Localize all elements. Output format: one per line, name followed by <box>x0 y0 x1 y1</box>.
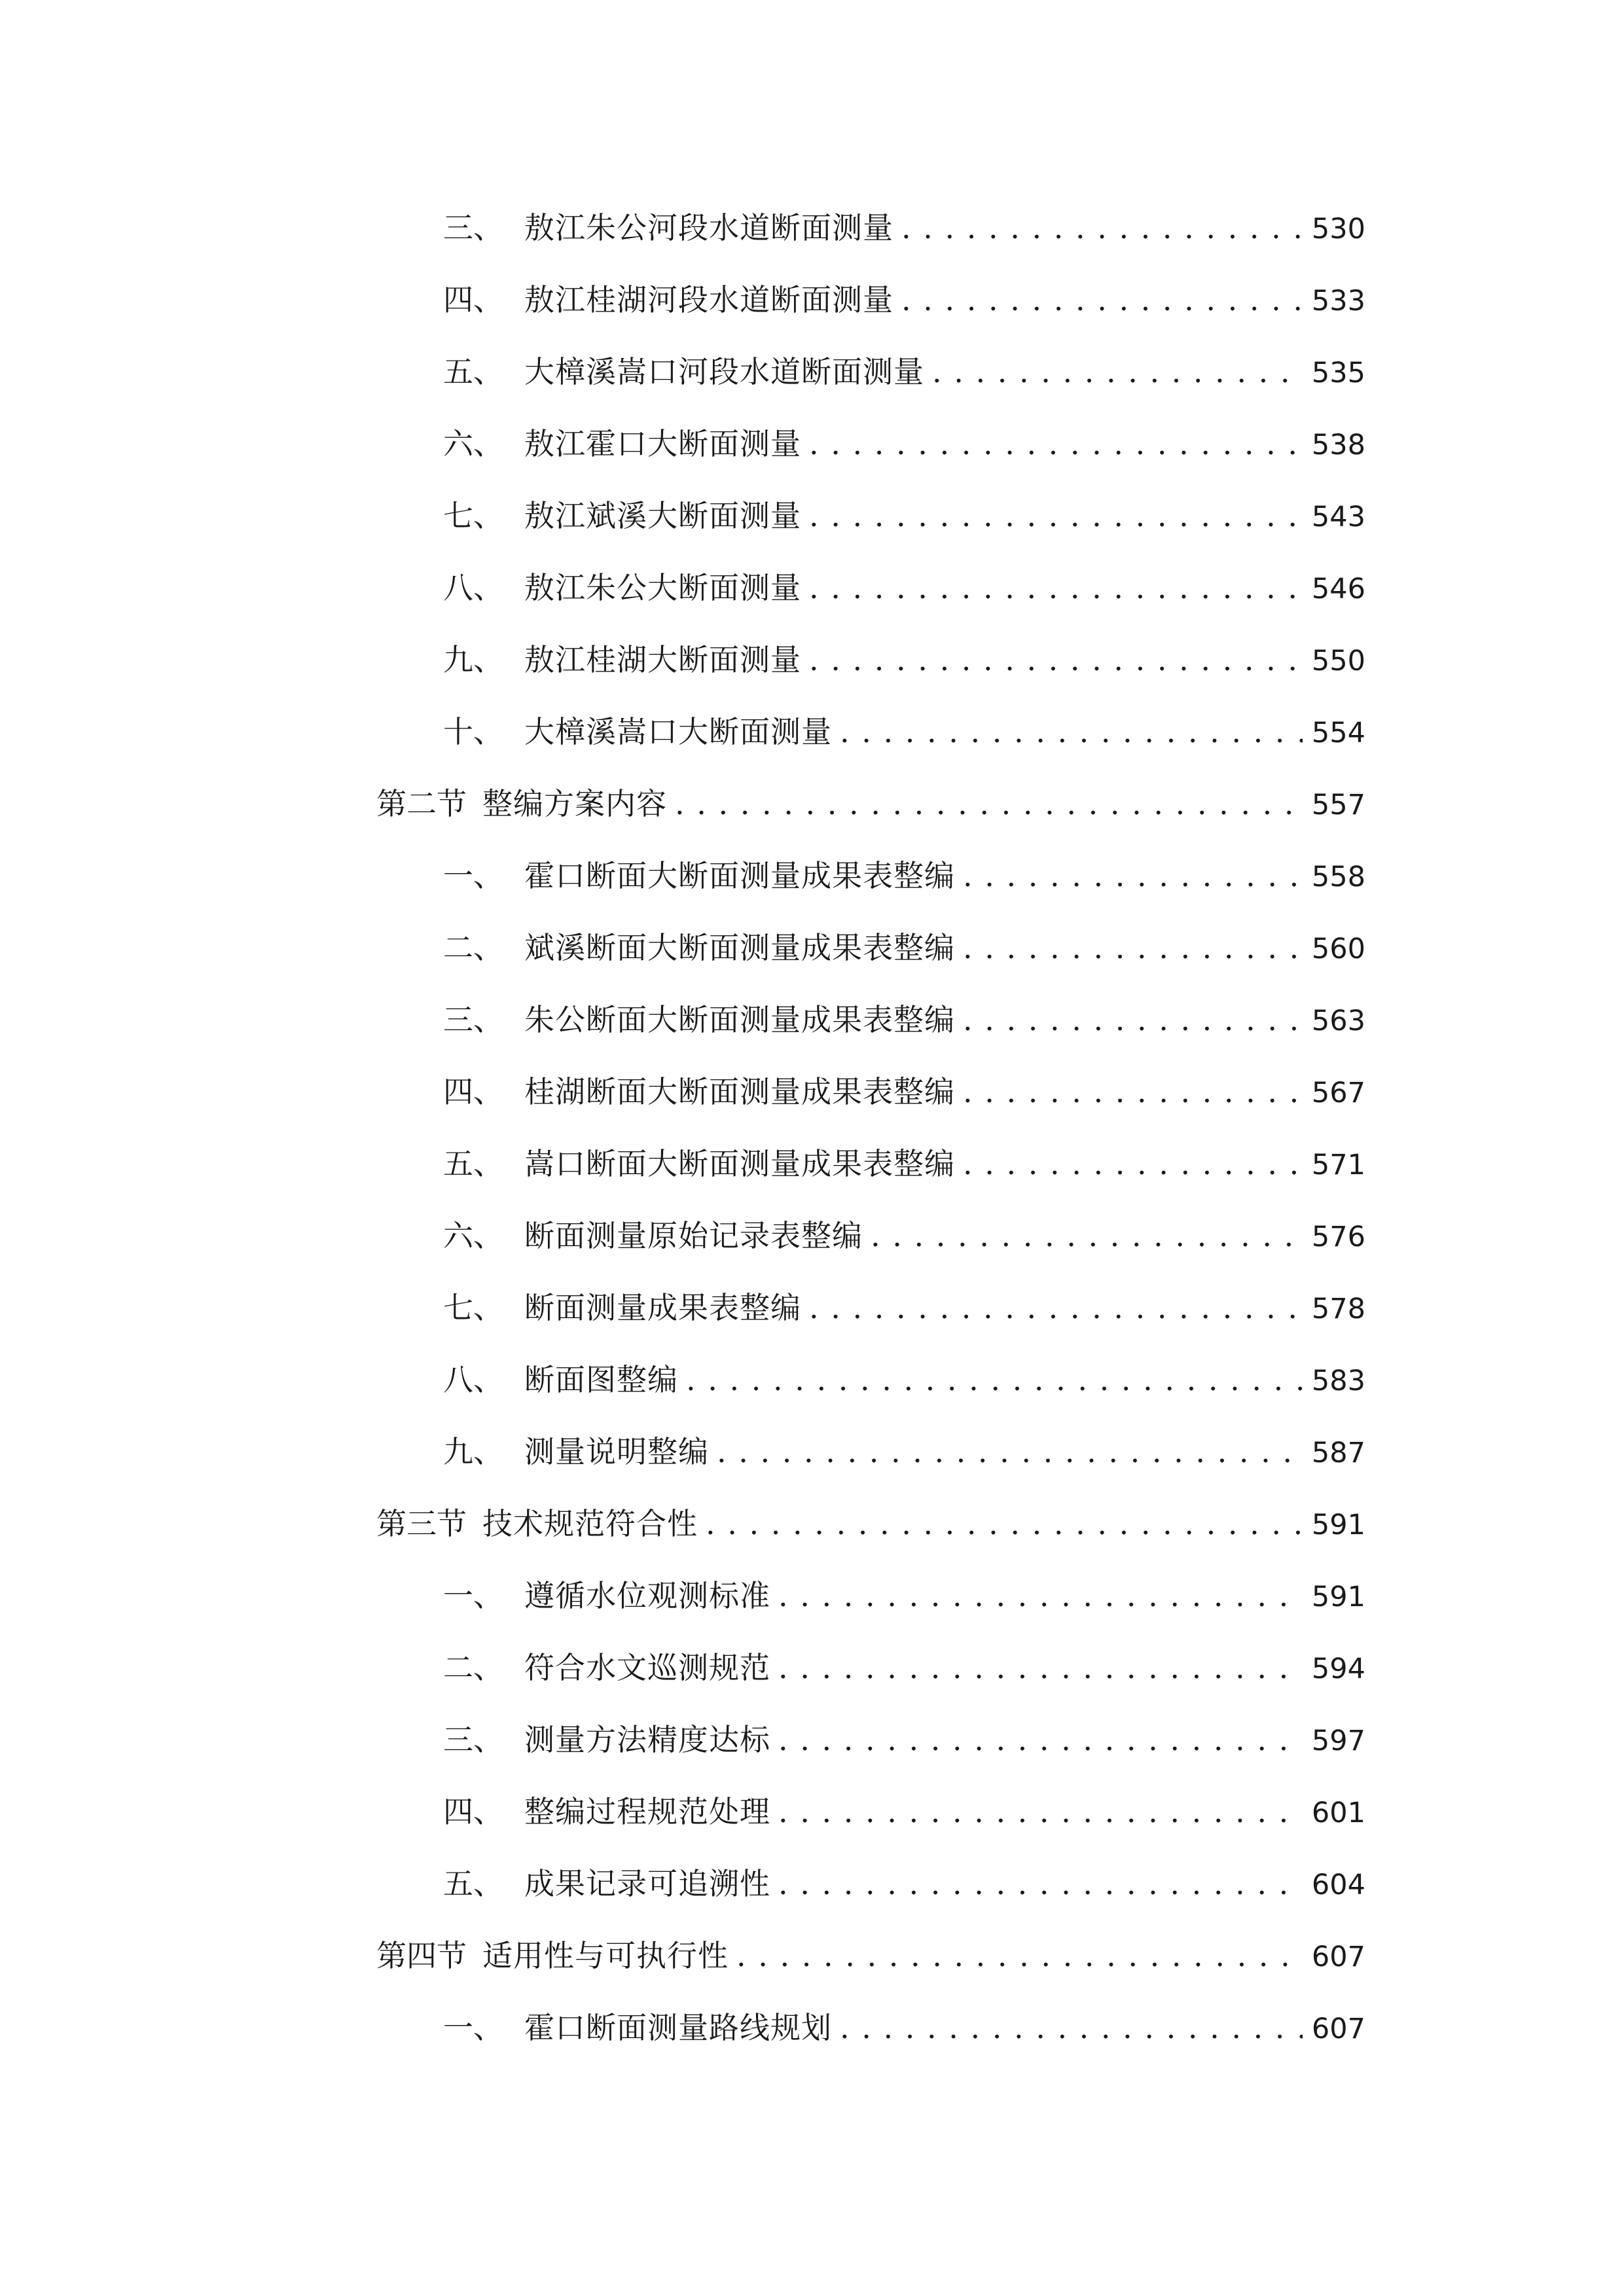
toc-entry-page: 597 <box>1311 1725 1365 1757</box>
toc-entry[interactable] <box>443 349 1365 395</box>
toc-entry-number: 八、 <box>443 570 503 605</box>
toc-entry-title: 测量说明整编 <box>524 1434 709 1469</box>
toc-entry-page: 560 <box>1311 933 1365 965</box>
toc-entry-page: 583 <box>1311 1365 1365 1397</box>
toc-entry-title: 斌溪断面大断面测量成果表整编 <box>524 930 955 965</box>
toc-entry[interactable] <box>443 1717 1365 1763</box>
toc-entry-number: 六、 <box>443 1218 503 1253</box>
dot-leader <box>706 1501 1303 1547</box>
toc-entry[interactable] <box>443 1357 1365 1403</box>
toc-entry-title: 敖江斌溪大断面测量 <box>524 498 801 533</box>
toc-entry-number: 五、 <box>443 1866 503 1901</box>
toc-entry-number: 一、 <box>443 1578 503 1613</box>
toc-entry-page: 587 <box>1311 1437 1365 1469</box>
toc-entry-number: 六、 <box>443 426 503 461</box>
toc-entry[interactable] <box>443 1573 1365 1619</box>
toc-entry-title: 成果记录可追溯性 <box>524 1866 770 1901</box>
toc-entry-page: 571 <box>1311 1149 1365 1181</box>
toc-entry-title: 霍口断面大断面测量成果表整编 <box>524 858 955 893</box>
toc-entry-page: 607 <box>1311 1941 1365 1973</box>
toc-entry-page: 604 <box>1311 1869 1365 1901</box>
dot-leader <box>901 277 1303 323</box>
toc-entry-page: 535 <box>1311 357 1365 389</box>
toc-entry[interactable] <box>443 421 1365 467</box>
toc-entry-number: 四、 <box>443 1794 503 1829</box>
toc-entry[interactable] <box>443 205 1365 251</box>
toc-entry[interactable] <box>443 925 1365 971</box>
toc-section-title: 整编方案内容 <box>482 786 667 821</box>
dot-leader <box>840 709 1303 755</box>
toc-entry-title: 测量方法精度达标 <box>524 1722 770 1757</box>
toc-entry[interactable] <box>443 1429 1365 1475</box>
toc-entry[interactable] <box>443 1141 1365 1187</box>
toc-section-number: 第二节 <box>376 786 467 821</box>
toc-entry-page: 533 <box>1311 285 1365 317</box>
dot-leader <box>963 925 1303 971</box>
toc-entry[interactable] <box>443 853 1365 899</box>
dot-leader <box>963 997 1303 1043</box>
toc-entry-number: 二、 <box>443 1650 503 1685</box>
toc-entry-page: 578 <box>1311 1293 1365 1325</box>
toc-entry[interactable] <box>443 1645 1365 1691</box>
toc-entry-page: 567 <box>1311 1077 1365 1109</box>
dot-leader <box>778 1789 1303 1835</box>
toc-entry-title: 大樟溪嵩口河段水道断面测量 <box>524 354 924 389</box>
dot-leader <box>809 493 1303 539</box>
toc-entry-number: 五、 <box>443 354 503 389</box>
toc-section-entry[interactable] <box>376 1933 1365 1979</box>
dot-leader <box>778 1861 1303 1907</box>
toc-section-entry[interactable] <box>376 781 1365 827</box>
toc-entry-page: 554 <box>1311 717 1365 749</box>
toc-entry-title: 整编过程规范处理 <box>524 1794 770 1829</box>
toc-entry-number: 十、 <box>443 714 503 749</box>
toc-entry[interactable] <box>443 2005 1365 2051</box>
toc-entry-page: 558 <box>1311 861 1365 893</box>
dot-leader <box>778 1573 1303 1619</box>
toc-section-entry[interactable] <box>376 1501 1365 1547</box>
dot-leader <box>736 1933 1303 1979</box>
toc-entry-number: 三、 <box>443 210 503 245</box>
toc-entry-title: 符合水文巡测规范 <box>524 1650 770 1685</box>
toc-section-number: 第四节 <box>376 1938 467 1973</box>
toc-entry-page: 607 <box>1311 2013 1365 2045</box>
toc-entry-title: 嵩口断面大断面测量成果表整编 <box>524 1146 955 1181</box>
toc-entry-number: 三、 <box>443 1722 503 1757</box>
toc-entry-page: 557 <box>1311 789 1365 821</box>
toc-entry-number: 八、 <box>443 1362 503 1397</box>
toc-entry-page: 594 <box>1311 1653 1365 1685</box>
dot-leader <box>778 1645 1303 1691</box>
toc-entry-number: 一、 <box>443 2010 503 2045</box>
dot-leader <box>840 2005 1303 2051</box>
toc-entry-number: 七、 <box>443 1290 503 1325</box>
toc-entry-page: 591 <box>1311 1581 1365 1613</box>
toc-entry-number: 九、 <box>443 1434 503 1469</box>
toc-entry-title: 敖江桂湖河段水道断面测量 <box>524 282 893 317</box>
toc-section-number: 第三节 <box>376 1506 467 1541</box>
toc-entry-title: 大樟溪嵩口大断面测量 <box>524 714 832 749</box>
toc-entry-title: 桂湖断面大断面测量成果表整编 <box>524 1074 955 1109</box>
toc-entry-page: 543 <box>1311 501 1365 533</box>
toc-entry-title: 敖江朱公河段水道断面测量 <box>524 210 893 245</box>
dot-leader <box>871 1213 1303 1259</box>
dot-leader <box>809 421 1303 467</box>
toc-entry-number: 二、 <box>443 930 503 965</box>
toc-entry[interactable] <box>443 1213 1365 1259</box>
dot-leader <box>686 1357 1303 1403</box>
dot-leader <box>901 205 1303 251</box>
toc-entry-title: 断面测量成果表整编 <box>524 1290 801 1325</box>
toc-entry-number: 四、 <box>443 282 503 317</box>
toc-entry-page: 576 <box>1311 1221 1365 1253</box>
dot-leader <box>963 853 1303 899</box>
dot-leader <box>809 637 1303 683</box>
toc-entry-title: 霍口断面测量路线规划 <box>524 2010 832 2045</box>
dot-leader <box>963 1141 1303 1187</box>
toc-entry[interactable] <box>443 997 1365 1043</box>
toc-section-title: 技术规范符合性 <box>482 1506 698 1541</box>
dot-leader <box>809 1285 1303 1331</box>
toc-entry-title: 遵循水位观测标准 <box>524 1578 770 1613</box>
toc-entry[interactable] <box>443 565 1365 611</box>
toc-entry-number: 五、 <box>443 1146 503 1181</box>
toc-entry-page: 601 <box>1311 1797 1365 1829</box>
toc-entry-page: 546 <box>1311 573 1365 605</box>
toc-entry-title: 朱公断面大断面测量成果表整编 <box>524 1002 955 1037</box>
dot-leader <box>809 565 1303 611</box>
toc-entry[interactable] <box>443 1861 1365 1907</box>
toc-entry[interactable] <box>443 709 1365 755</box>
toc-entry-number: 七、 <box>443 498 503 533</box>
toc-entry-title: 敖江霍口大断面测量 <box>524 426 801 461</box>
toc-entry[interactable] <box>443 1789 1365 1835</box>
toc-entry-page: 563 <box>1311 1005 1365 1037</box>
toc-entry-page: 591 <box>1311 1509 1365 1541</box>
dot-leader <box>717 1429 1303 1475</box>
toc-entry-title: 断面测量原始记录表整编 <box>524 1218 863 1253</box>
toc-section-title: 适用性与可执行性 <box>482 1938 729 1973</box>
toc-entry-number: 九、 <box>443 642 503 677</box>
toc-entry[interactable] <box>443 637 1365 683</box>
dot-leader <box>778 1717 1303 1763</box>
toc-entry[interactable] <box>443 1069 1365 1115</box>
toc-entry-title: 敖江桂湖大断面测量 <box>524 642 801 677</box>
toc-entry-title: 敖江朱公大断面测量 <box>524 570 801 605</box>
dot-leader <box>675 781 1303 827</box>
toc-entry[interactable] <box>443 493 1365 539</box>
toc-entry-number: 三、 <box>443 1002 503 1037</box>
dot-leader <box>963 1069 1303 1115</box>
dot-leader <box>932 349 1303 395</box>
toc-entry-number: 四、 <box>443 1074 503 1109</box>
toc-entry-page: 530 <box>1311 213 1365 245</box>
toc-entry[interactable] <box>443 1285 1365 1331</box>
toc-entry-page: 550 <box>1311 645 1365 677</box>
toc-entry-number: 一、 <box>443 858 503 893</box>
toc-entry[interactable] <box>443 277 1365 323</box>
toc-entry-page: 538 <box>1311 429 1365 461</box>
toc-entry-title: 断面图整编 <box>524 1362 678 1397</box>
